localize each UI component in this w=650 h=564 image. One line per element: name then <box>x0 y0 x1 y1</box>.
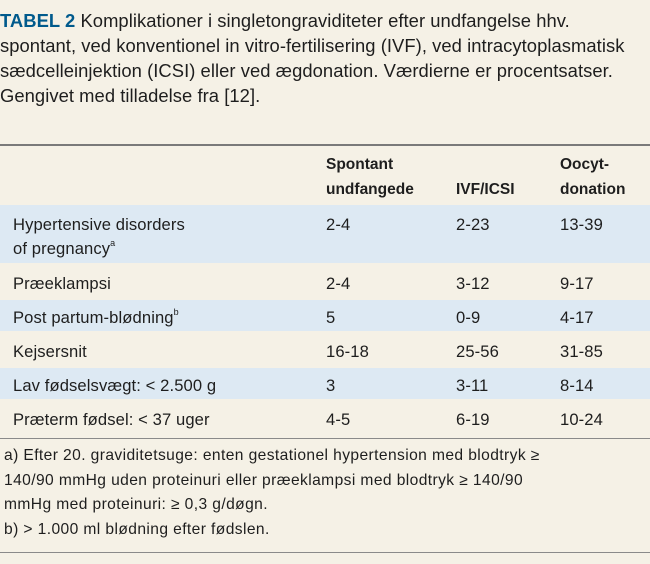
col-header-oocyt <box>560 152 625 202</box>
cell-spontant: 5 <box>326 297 456 331</box>
cell-spontant: 16-18 <box>326 331 456 365</box>
cell-spontant: 2-4 <box>326 205 456 263</box>
cell-ivf-icsi: 25-56 <box>456 331 560 365</box>
cell-ivf-icsi: 3-12 <box>456 263 560 297</box>
table-row <box>0 331 650 365</box>
col-header-spontant <box>326 152 414 202</box>
cell-oocyt: 8-14 <box>560 365 650 399</box>
cell-ivf-icsi: 2-23 <box>456 205 560 263</box>
row-label <box>0 297 326 331</box>
cell-spontant: 2-4 <box>326 263 456 297</box>
complications-table <box>0 205 650 433</box>
row-label <box>0 205 326 263</box>
footnotes <box>4 444 644 542</box>
cell-oocyt: 9-17 <box>560 263 650 297</box>
row-label-line2: of pregnancy <box>13 239 111 258</box>
col-header-ivf-icsi-label: IVF/ICSI <box>456 181 515 198</box>
bottom-rule <box>0 438 650 439</box>
cell-oocyt: 10-24 <box>560 399 650 433</box>
table-row <box>0 263 650 297</box>
cell-oocyt: 31-85 <box>560 331 650 365</box>
cell-ivf-icsi: 6-19 <box>456 399 560 433</box>
row-label: Lav fødselsvægt: < 2.500 g <box>0 365 326 399</box>
footnote-b: b) > 1.000 ml blødning efter fødslen. <box>4 520 270 538</box>
col-header-oocyt-line2: donation <box>560 181 626 198</box>
table-label: TABEL 2 <box>0 10 76 31</box>
row-label: Præeklampsi <box>0 263 326 297</box>
footnote-a-line3: mmHg med proteinuri: ≥ 0,3 g/døgn. <box>4 496 268 513</box>
row-label: Kejsersnit <box>0 331 326 365</box>
cell-spontant: 3 <box>326 365 456 399</box>
col-header-oocyt-line1: Oocyt- <box>560 156 610 173</box>
row-label-text: Post partum-blødning <box>13 308 174 327</box>
footnote-marker: a <box>110 238 116 249</box>
table-row <box>0 365 650 399</box>
footnote-a-line1: a) Efter 20. graviditetsuge: enten gestationel hypertension med blodtryk ≥ <box>4 447 540 464</box>
cell-ivf-icsi: 0-9 <box>456 297 560 331</box>
footer-rule <box>0 552 650 553</box>
col-header-ivf-icsi <box>456 177 515 202</box>
table-row <box>0 297 650 331</box>
col-header-spontant-line1: Spontant <box>326 156 394 173</box>
table-row <box>0 205 650 263</box>
cell-oocyt: 13-39 <box>560 205 650 263</box>
cell-oocyt: 4-17 <box>560 297 650 331</box>
cell-ivf-icsi: 3-11 <box>456 365 560 399</box>
table-row <box>0 399 650 433</box>
cell-spontant: 4-5 <box>326 399 456 433</box>
col-header-spontant-line2: undfangede <box>326 181 414 198</box>
footnote-marker: b <box>173 307 179 318</box>
table-caption <box>0 0 640 108</box>
row-label: Præterm fødsel: < 37 uger <box>0 399 326 433</box>
row-label-line1: Hypertensive disorders <box>13 215 185 234</box>
footnote-a-line2: 140/90 mmHg uden proteinuri eller præeklampsi med blodtryk ≥ 140/90 <box>4 471 524 489</box>
caption-text: Komplikationer i singletongraviditeter efter undfangelse hhv. spontant, ved konventionel in vitro-fertilisering (IVF), ved intracytoplasmatisk sædcelleinjektion (ICSI) eller ved ægdonation. Værdierne er procentsatser. Gengivet med tilladelse fra [12]. <box>0 10 625 106</box>
top-rule <box>0 144 650 146</box>
